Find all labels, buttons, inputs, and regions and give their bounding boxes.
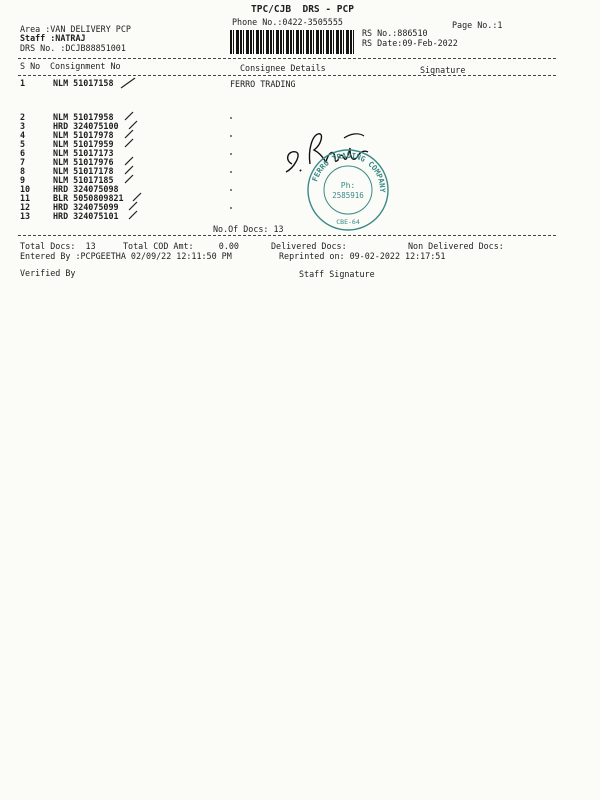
row-consignment: BLR 5050809821 xyxy=(53,193,124,203)
row-sno: 12 xyxy=(20,202,31,212)
stamp-phone-number: 2585916 xyxy=(332,191,364,200)
blank-dot xyxy=(230,171,232,173)
row-consignment: HRD 324075099 xyxy=(53,202,119,212)
row-sno: 13 xyxy=(20,211,31,221)
verified-by: Verified By xyxy=(20,268,76,278)
report-title: TPC/CJB DRS - PCP xyxy=(251,4,354,15)
row-sno: 2 xyxy=(20,112,26,122)
stamp-ring-text: FERRO TRADING COMPANY xyxy=(310,150,388,193)
drs-number: DRS No. :DCJB88851001 xyxy=(20,43,126,53)
reprinted-on: Reprinted on: 09-02-2022 12:17:51 xyxy=(279,251,446,261)
row-consignment: HRD 324075100 xyxy=(53,121,119,131)
tick-mark xyxy=(124,138,134,148)
row-consignment: HRD 324075101 xyxy=(53,211,119,221)
divider-header xyxy=(18,75,556,76)
non-delivered-docs: Non Delivered Docs: xyxy=(408,241,504,251)
row-consignment: NLM 51017158 xyxy=(53,78,114,88)
row-consignment: HRD 324075098 xyxy=(53,184,119,194)
phone-number: Phone No.:0422-3505555 xyxy=(232,17,343,27)
divider-top xyxy=(18,58,556,59)
row-sno: 5 xyxy=(20,139,26,149)
stamp-location: CBE-64 xyxy=(336,218,360,226)
total-docs: Total Docs: 13 xyxy=(20,241,96,251)
row-sno: 8 xyxy=(20,166,26,176)
row-consignment: NLM 51017173 xyxy=(53,148,114,158)
column-consignee: Consignee Details xyxy=(240,63,326,73)
staff-signature: Staff Signature xyxy=(299,269,375,279)
tick-mark xyxy=(128,210,138,220)
row-sno: 7 xyxy=(20,157,26,167)
staff-label: Staff :NATRAJ xyxy=(20,33,86,43)
area-label: Area :VAN DELIVERY PCP xyxy=(20,24,131,34)
rs-date: RS Date:09-Feb-2022 xyxy=(362,38,458,48)
row-consignment: NLM 51017185 xyxy=(53,175,114,185)
blank-dot xyxy=(230,117,232,119)
stamp-phone-label: Ph: xyxy=(340,181,356,190)
blank-dot xyxy=(230,207,232,209)
row-consignment: NLM 51017976 xyxy=(53,157,114,167)
tick-mark xyxy=(120,77,136,89)
rs-number: RS No.:886510 xyxy=(362,28,428,38)
row-consignment: NLM 51017178 xyxy=(53,166,114,176)
column-signature: Signature xyxy=(420,65,466,75)
row-sno: 3 xyxy=(20,121,26,131)
tick-mark xyxy=(124,174,134,184)
row-sno: 10 xyxy=(20,184,31,194)
column-consignment: Consignment No xyxy=(50,61,121,71)
total-cod-amount: Total COD Amt: 0.00 xyxy=(123,241,239,251)
blank-dot xyxy=(230,135,232,137)
row-consignment: NLM 51017978 xyxy=(53,130,114,140)
company-stamp xyxy=(306,148,390,232)
no-of-docs: No.Of Docs: 13 xyxy=(213,224,284,234)
column-sno: S No xyxy=(20,61,41,71)
row-sno: 9 xyxy=(20,175,26,185)
blank-dot xyxy=(230,153,232,155)
row-sno: 11 xyxy=(20,193,31,203)
row-sno: 6 xyxy=(20,148,26,158)
row-sno: 4 xyxy=(20,130,26,140)
row-consignment: NLM 51017959 xyxy=(53,139,114,149)
divider-bottom xyxy=(18,235,556,236)
blank-dot xyxy=(230,189,232,191)
row-consignee: FERRO TRADING xyxy=(230,79,296,89)
page-number: Page No.:1 xyxy=(452,20,503,30)
entered-by: Entered By :PCPGEETHA 02/09/22 12:11:50 PM xyxy=(20,251,232,261)
delivered-docs: Delivered Docs: xyxy=(271,241,347,251)
row-sno: 1 xyxy=(20,78,26,88)
barcode xyxy=(230,30,355,54)
row-consignment: NLM 51017958 xyxy=(53,112,114,122)
